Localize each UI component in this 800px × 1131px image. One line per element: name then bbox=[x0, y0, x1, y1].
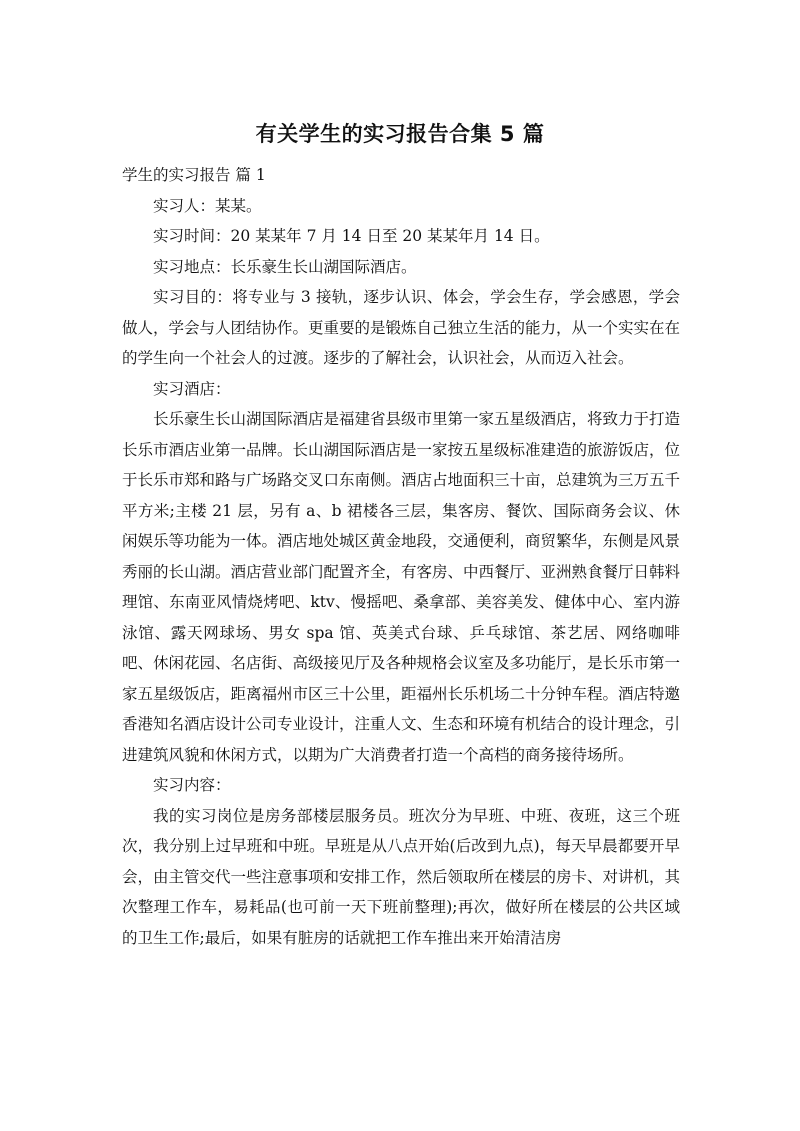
paragraph-content-description: 我的实习岗位是房务部楼层服务员。班次分为早班、中班、夜班，这三个班次，我分别上过早班和中班。早班是从八点开始(后改到九点)，每天早晨都要开早会，由主管交代一些注意事项和安排工作，然后领取所在楼层的房卡、对讲机，其次整理工作车，易耗品(也可前一天下班前整理);再次，做好所在楼层的公共区域的卫生工作;最后，如果有脏房的话就把工作车推出来开始清洁房 bbox=[122, 806, 681, 947]
paragraph-intern-time: 实习时间：20 某某年 7 月 14 日至 20 某某年月 14 日。 bbox=[153, 227, 550, 245]
paragraph-intern-location: 实习地点：长乐豪生长山湖国际酒店。 bbox=[153, 257, 417, 276]
document-body bbox=[122, 160, 680, 953]
section-heading: 学生的实习报告 篇 1 bbox=[122, 166, 266, 184]
paragraph-hotel-heading: 实习酒店： bbox=[153, 379, 231, 398]
paragraph-hotel-description: 长乐豪生长山湖国际酒店是福建省县级市里第一家五星级酒店，将致力于打造长乐市酒店业第一品牌。长山湖国际酒店是一家按五星级标准建造的旅游饭店，位于长乐市郑和路与广场路交叉口东南侧。酒店占地面积三十亩，总建筑为三万五千平方米;主楼 21 层，另有 a、b 裙楼各三层，集客房、餐饮、国际商务会议、休闲娱乐等功能为一体。酒店地处城区黄金地段，交通便利，商贸繁华，东侧是风景秀丽的长山湖。酒店营业部门配置齐全，有客房、中西餐厅、亚洲熟食餐厅日韩料理馆、东南亚风情烧烤吧、ktv、慢摇吧、桑拿部、美容美发、健体中心、室内游泳馆、露天网球场、男女 spa 馆、英美式台球、乒乓球馆、茶艺居、网络咖啡吧、休闲花园、名店街、高级接见厅及各种规格会议室及多功能厅，是长乐市第一家五星级饭店，距离福州市区三十公里，距福州长乐机场二十分钟车程。酒店特邀香港知名酒店设计公司专业设计，注重人文、生态和环境有机结合的设计理念，引进建筑风貌和休闲方式，以期为广大消费者打造一个高档的商务接待场所。 bbox=[122, 410, 681, 764]
paragraph-intern-name: 实习人：某某。 bbox=[153, 196, 262, 215]
document-title: 有关学生的实习报告合集 5 篇 bbox=[255, 122, 545, 146]
paragraph-intern-purpose: 实习目的：将专业与 3 接轨，逐步认识、体会，学会生存，学会感恩，学会做人，学会与人团结协作。更重要的是锻炼自己独立生活的能力，从一个实实在在的学生向一个社会人的过渡。逐步的了解社会，认识社会，从而迈入社会。 bbox=[122, 288, 681, 367]
paragraph-content-heading: 实习内容： bbox=[153, 776, 231, 794]
